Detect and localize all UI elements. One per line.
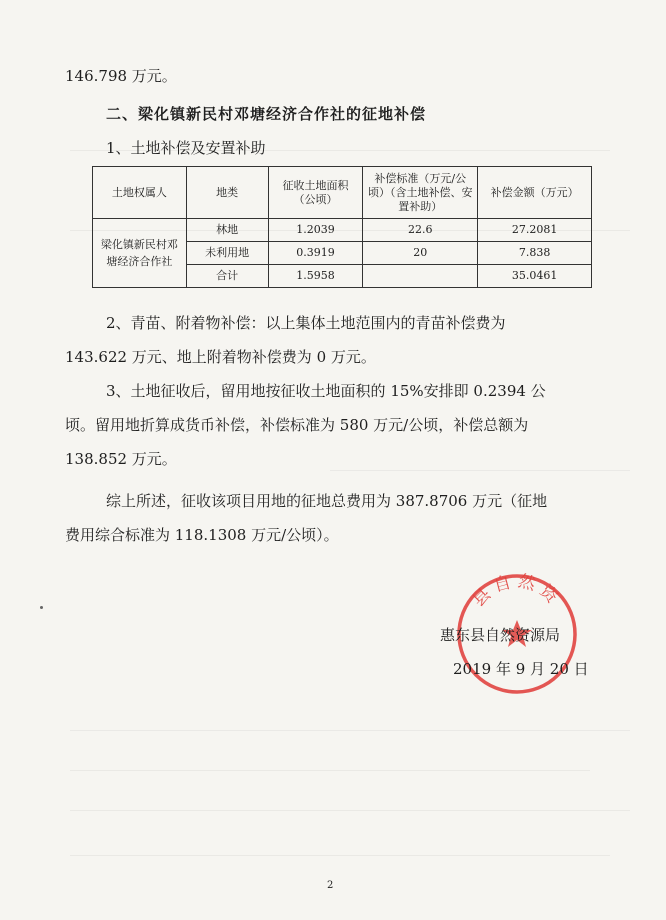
- paragraph-3-line-2: 顷。留用地折算成货币补偿，补偿标准为 580 万元/公顷，补偿总额为: [65, 416, 529, 434]
- table-row: [93, 219, 592, 242]
- header-area: 征收土地面积（公顷）: [268, 167, 363, 219]
- table-header-row: [93, 167, 592, 219]
- summary-line-2: 费用综合标准为 118.1308 万元/公顷）。: [65, 526, 339, 544]
- svg-text:县自然资: [469, 572, 565, 611]
- page-number: 2: [327, 880, 334, 891]
- speck: [40, 606, 43, 609]
- header-land-type: 地类: [186, 167, 268, 219]
- signature-organization: 惠东县自然资源局: [440, 626, 561, 644]
- standard-cell: [363, 265, 478, 288]
- amount-cell: 7.838: [478, 242, 592, 265]
- standard-cell: 20: [363, 242, 478, 265]
- land-type-cell: 未利用地: [186, 242, 268, 265]
- amount-cell: 27.2081: [478, 219, 592, 242]
- compensation-table: [92, 166, 592, 288]
- section-heading: 二、梁化镇新民村邓塘经济合作社的征地补偿: [106, 105, 427, 123]
- header-owner: 土地权属人: [93, 167, 187, 219]
- carryover-amount-line: 146.798 万元。: [65, 67, 177, 85]
- land-type-cell: 合计: [186, 265, 268, 288]
- standard-cell: 22.6: [363, 219, 478, 242]
- paragraph-3-line-3: 138.852 万元。: [65, 450, 177, 468]
- sub-heading-land-compensation: 1、土地补偿及安置补助: [106, 139, 266, 157]
- paragraph-2-line-2: 143.622 万元、地上附着物补偿费为 0 万元。: [65, 348, 376, 366]
- seal-text: 县自然资: [468, 572, 566, 611]
- header-standard: 补偿标准（万元/公顷）（含土地补偿、安置补助）: [363, 167, 478, 219]
- paragraph-3-line-1: 3、土地征收后，留用地按征收土地面积的 15%安排即 0.2394 公: [106, 382, 546, 400]
- summary-line-1: 综上所述，征收该项目用地的征地总费用为 387.8706 万元（征地: [106, 492, 548, 510]
- paragraph-2-line-1: 2、青苗、附着物补偿：以上集体土地范围内的青苗补偿费为: [106, 314, 506, 332]
- land-type-cell: 林地: [186, 219, 268, 242]
- area-cell: 1.5958: [268, 265, 363, 288]
- area-cell: 0.3919: [268, 242, 363, 265]
- signature-date: 2019 年 9 月 20 日: [453, 660, 589, 678]
- amount-cell: 35.0461: [478, 265, 592, 288]
- area-cell: 1.2039: [268, 219, 363, 242]
- owner-cell: 梁化镇新民村邓塘经济合作社: [93, 219, 187, 288]
- header-amount: 补偿金额（万元）: [478, 167, 592, 219]
